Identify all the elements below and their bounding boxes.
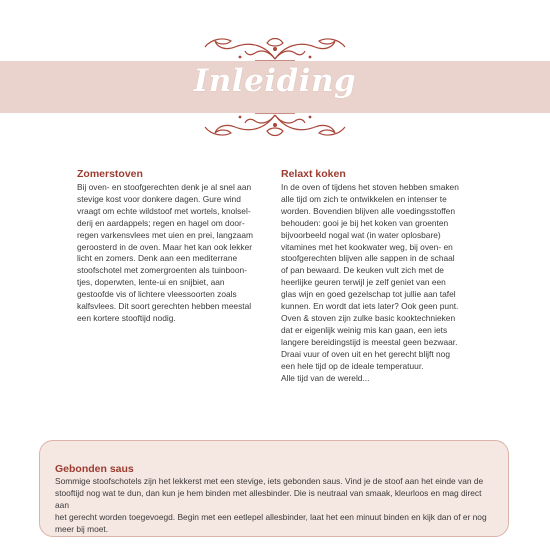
tip-box-heading: Gebonden saus xyxy=(55,463,134,475)
section-heading: Relaxt koken xyxy=(281,168,346,180)
section-body: Bij oven- en stoofgerechten denk je al snel aan stevige kost voor donkere dagen. Gure wind vraagt om echte wildstoof met wortels, knolsel- derij en aardappels; regen en hagel om door- regen varkensvlees met uien en prei, langzaam geroosterd in de oven. Maar het kan ook lekker licht en zomers. Denk aan een mediterrane stoofschotel met zomergroenten als tuinboon- tjes, doperwten, lente-ui en snijbiet, aan gestoofde vis of lichtere vleessoorten zoals kalfsvlees. Dit soort gerechten hebben meestal een kortere stooftijd nodig. xyxy=(77,182,253,323)
section-body: In de oven of tijdens het stoven hebben smaken alle tijd om zich te ontwikkelen en intenser te worden. Bovendien blijven alle voedingsstoffen behouden: gooi je bij het koken van groenten bijvoorbeeld nogal wat (in water oplosbare) vitamines met het kookwater weg, bij oven- en stoofgerechten blijven alle sappen in de schaal of pan bewaard. De keuken vult zich met de heerlijke geuren terwijl je zelf geniet van een glas wijn en goed gezelschap tot jullie aan tafel kunnen. En wordt dat iets later? Ook geen punt. Oven & stoven zijn zulke basic kooktechnieken dat er eigenlijk weinig mis kan gaan, een iets langere bereidingstijd is meestal geen bezwaar. Draai vuur of oven uit en het gerecht blijft nog een hele tijd op de ideale temperatuur. Alle tijd van de wereld... xyxy=(281,182,459,383)
ornament-top-icon xyxy=(195,35,355,61)
ornament-bottom-icon xyxy=(195,113,355,139)
page-title: Inleiding xyxy=(193,63,357,99)
section-heading: Zomerstoven xyxy=(77,168,143,180)
tip-box-gebonden-saus xyxy=(39,440,509,537)
section-zomerstoven xyxy=(77,168,273,325)
tip-box-body: Sommige stoofschotels zijn het lekkerst met een stevige, iets gebonden saus. Vind je de stoof aan het einde van de stooftijd nog wat te dun, dan kun je hem binden met allesbinder. Die is neutraal van smaak, kleurloos en mag direct aan het gerecht worden toegevoegd. Begin met een eetlepel allesbinder, laat het een minuut binden en kijk dan of er nog meer bij moet. xyxy=(55,476,487,534)
section-relaxt-koken xyxy=(281,168,481,384)
